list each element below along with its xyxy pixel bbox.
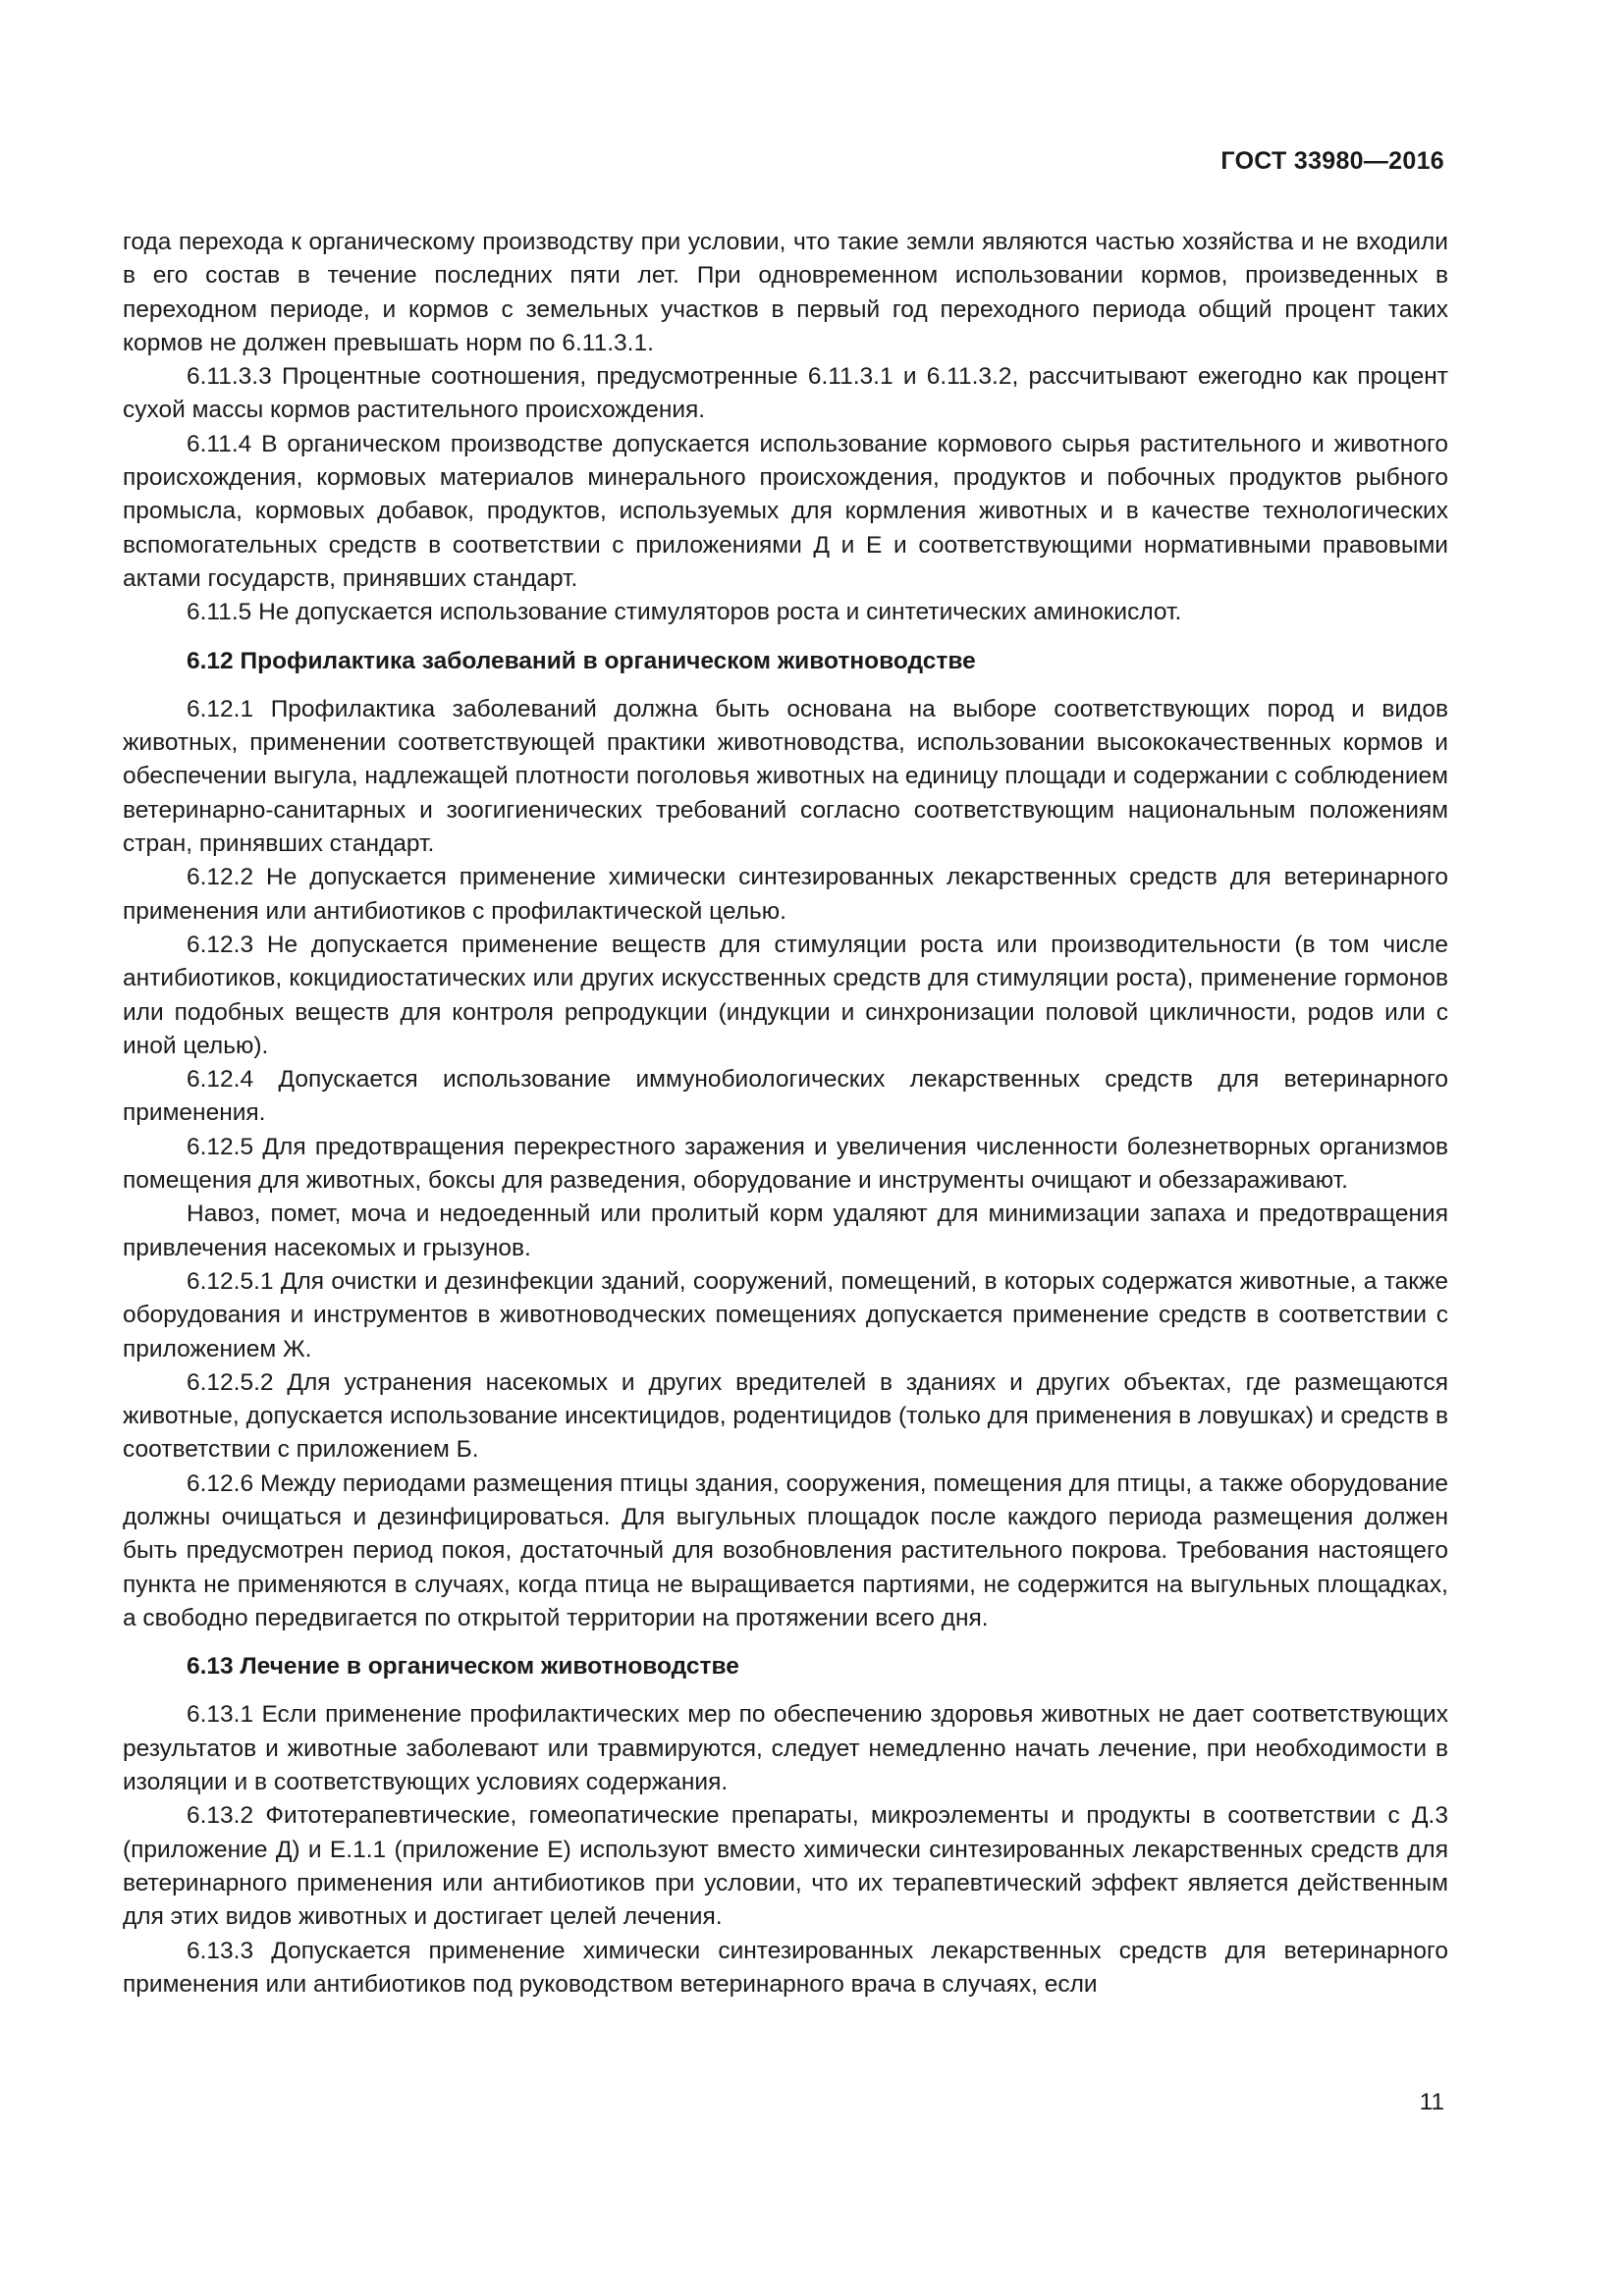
paragraph-6-12-1: 6.12.1 Профилактика заболеваний должна быть основана на выборе соответствующих пород и видов животных, применении соответствующей практики животноводства, использовании высококачественных кормов и обеспечении выгула, надлежащей плотности поголовья животных на единицу площади и содержании с соблюдением ветеринарно-санитарных и зоогигиенических требований согласно соответствующим национальным положениям стран, принявших стандарт.: [123, 695, 1448, 858]
document-code-header: ГОСТ 33980—2016: [1220, 147, 1444, 175]
paragraph-continued: года перехода к органическому производству при условии, что такие земли являются частью хозяйства и не входили в его состав в течение последних пяти лет. При одновременном использовании кормов, произведенных в переходном периоде, и кормов с земельных участков в первый год переходного периода общий процент таких кормов не должен превышать норм по 6.11.3.1.: [123, 229, 1448, 356]
paragraph-6-12-5: 6.12.5 Для предотвращения перекрестного заражения и увеличения численности болезнетворных организмов помещения для животных, боксы для разведения, оборудование и инструменты очищают и обеззараживают.: [123, 1133, 1448, 1195]
paragraph-6-12-5-1: 6.12.5.1 Для очистки и дезинфекции зданий, сооружений, помещений, в которых содержатся животные, а также оборудования и инструментов в животноводческих помещениях допускается применение средств в соответствии с приложением Ж.: [123, 1267, 1448, 1362]
paragraph-6-13-2: 6.13.2 Фитотерапевтические, гомеопатические препараты, микроэлементы и продукты в соответствии с Д.3 (приложение Д) и Е.1.1 (приложение Е) используют вместо химически синтезированных лекарственных средств для ветеринарного применения или антибиотиков при условии, что их терапевтический эффект является действенным для этих видов животных и достигает целей лечения.: [123, 1802, 1448, 1931]
page-number: 11: [1419, 2089, 1444, 2115]
paragraph-6-12-6: 6.12.6 Между периодами размещения птицы здания, сооружения, помещения для птицы, а также оборудование должны очищаться и дезинфицироваться. Для выгульных площадок после каждого периода размещения должен быть предусмотрен период покоя, достаточный для возобновления растительного покрова. Требования настоящего пункта не применяются в случаях, когда птица не выращивается партиями, не содержится на выгульных площадках, а свободно передвигается по открытой территории на протяжении всего дня.: [123, 1469, 1448, 1631]
paragraph-6-12-4: 6.12.4 Допускается использование иммунобиологических лекарственных средств для ветеринарного применения.: [123, 1066, 1448, 1127]
paragraph-6-11-4: 6.11.4 В органическом производстве допускается использование кормового сырья растительного и животного происхождения, кормовых материалов минерального происхождения, продуктов и побочных продуктов рыбного промысла, кормовых добавок, продуктов, используемых для кормления животных и в качестве технологических вспомогательных средств в соответствии с приложениями Д и Е и соответствующими нормативными правовыми актами государств, принявших стандарт.: [123, 430, 1448, 592]
paragraph-6-13-3: 6.13.3 Допускается применение химически синтезированных лекарственных средств для ветеринарного применения или антибиотиков под руководством ветеринарного врача в случаях, если: [123, 1937, 1448, 1998]
section-heading-6-13: 6.13 Лечение в органическом животноводстве: [187, 1653, 739, 1681]
paragraph-6-11-3-3: 6.11.3.3 Процентные соотношения, предусмотренные 6.11.3.1 и 6.11.3.2, рассчитывают ежегодно как процент сухой массы кормов растительного происхождения.: [123, 363, 1448, 424]
paragraph-6-11-5: 6.11.5 Не допускается использование стимуляторов роста и синтетических аминокислот.: [187, 599, 1182, 626]
paragraph-6-13-1: 6.13.1 Если применение профилактических мер по обеспечению здоровья животных не дает соответствующих результатов и животные заболевают или травмируются, следует немедленно начать лечение, при необходимости в изоляции и в соответствующих условиях содержания.: [123, 1701, 1448, 1796]
paragraph-6-12-5-manure: Навоз, помет, моча и недоеденный или пролитый корм удаляют для минимизации запаха и предотвращения привлечения насекомых и грызунов.: [123, 1201, 1448, 1261]
section-heading-6-12: 6.12 Профилактика заболеваний в органическом животноводстве: [187, 647, 976, 674]
paragraph-6-12-3: 6.12.3 Не допускается применение веществ для стимуляции роста или производительности (в том числе антибиотиков, кокцидиостатических или других искусственных средств для стимуляции роста), применение гормонов или подобных веществ для контроля репродукции (индукции и синхронизации половой цикличности, родов или с иной целью).: [123, 931, 1448, 1059]
paragraph-6-12-5-2: 6.12.5.2 Для устранения насекомых и других вредителей в зданиях и других объектах, где размещаются животные, допускается использование инсектицидов, родентицидов (только для применения в ловушках) и средств в соответствии с приложением Б.: [123, 1368, 1448, 1464]
paragraph-6-12-2: 6.12.2 Не допускается применение химически синтезированных лекарственных средств для ветеринарного применения или антибиотиков с профилактической целью.: [123, 864, 1448, 925]
page-body: [123, 226, 1448, 2002]
